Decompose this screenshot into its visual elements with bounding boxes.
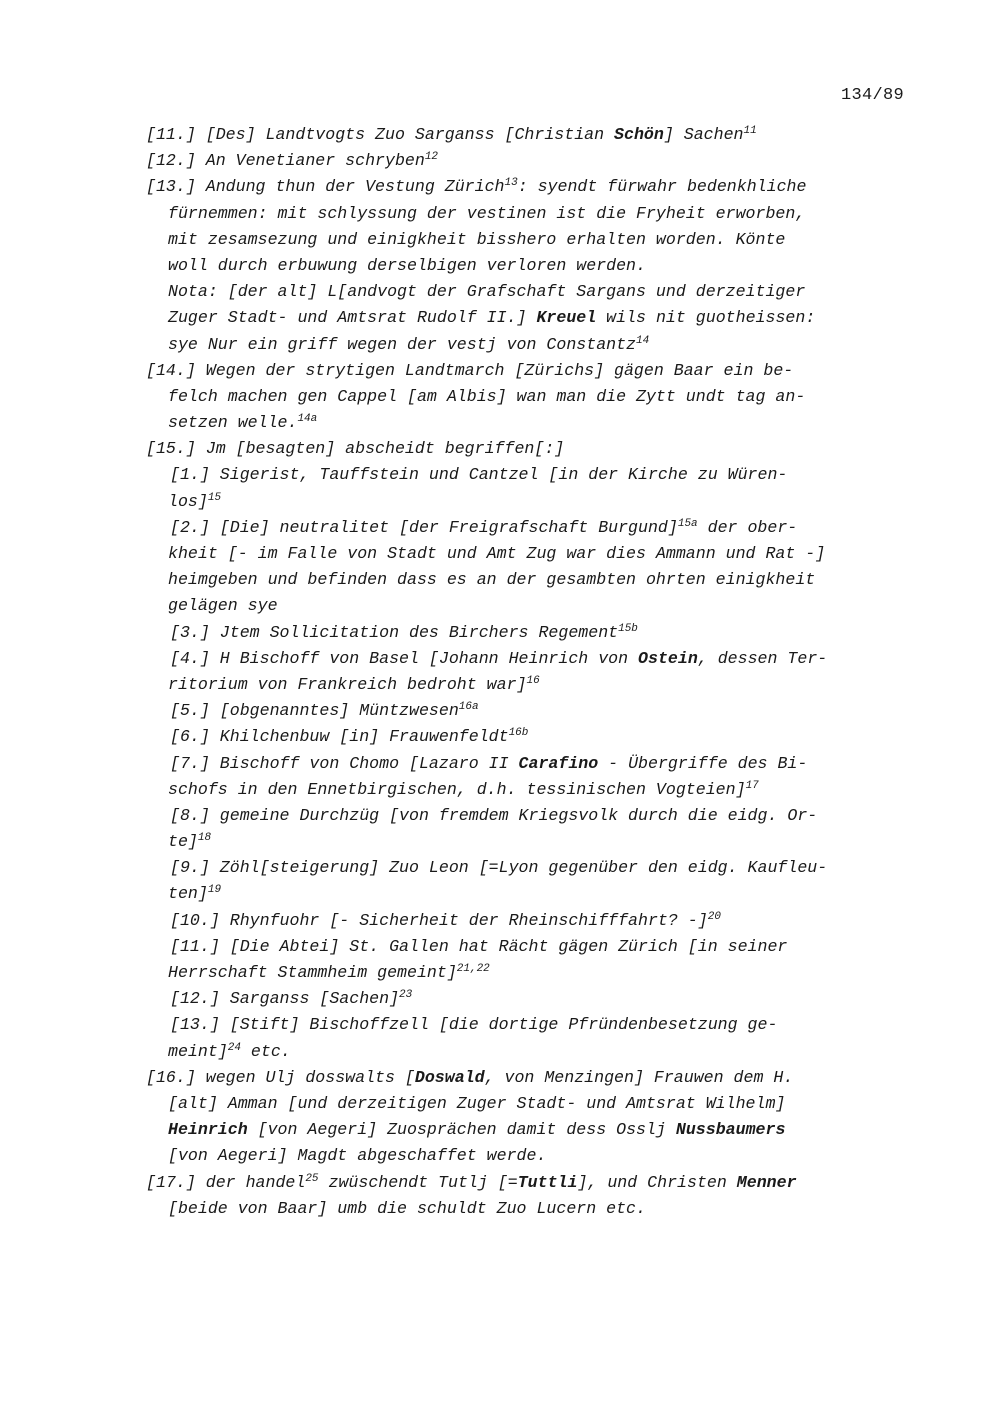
text-run: felch machen gen Cappel [am Albis] wan man die Zytt undt tag an- <box>168 386 806 406</box>
text-run: , von Menzingen] Frauwen dem H. <box>484 1067 794 1087</box>
footnote-ref: 11 <box>743 124 757 137</box>
text-run: [2.] [Die] neutralitet [der Freigrafschaft Burgund] <box>170 517 678 537</box>
footnote-ref: 15b <box>618 622 638 635</box>
text-line <box>146 1091 916 1117</box>
text-line <box>146 358 916 384</box>
text-run: [11.] [Des] Landtvogts Zuo Sarganss [Christian <box>146 125 615 144</box>
bold-name: Ostein <box>638 648 698 668</box>
text-line <box>146 253 916 279</box>
text-run: - Übergriffe des Bi- <box>598 753 808 773</box>
text-line <box>146 960 916 986</box>
text-run: sye Nur ein griff wegen der vestj von Constantz <box>168 334 637 354</box>
footnote-ref: 15a <box>677 517 698 530</box>
text-line <box>146 593 916 619</box>
text-line <box>146 384 916 410</box>
text-line <box>146 489 916 515</box>
text-run: , dessen Ter- <box>697 648 828 668</box>
footnote-ref: 16a <box>458 701 479 714</box>
text-line <box>146 1012 916 1038</box>
footnote-ref: 15 <box>207 491 222 504</box>
text-run: Nota: [der alt] L[andvogt der Grafschaft Sargans und derzeitiger <box>168 282 806 302</box>
text-run: [12.] An Venetianer schryben <box>146 151 425 171</box>
text-line <box>146 462 916 488</box>
text-run: [10.] Rhynfuohr [- Sicherheit der Rheinschifffahrt? -] <box>170 910 708 930</box>
text-run: wils nit guotheissen: <box>596 308 816 328</box>
text-line <box>146 174 916 200</box>
text-line <box>146 672 916 698</box>
text-run: zwüschendt Tutlj [= <box>318 1172 518 1192</box>
text-line <box>146 332 916 358</box>
footnote-ref: 14 <box>636 334 650 347</box>
text-line <box>146 1170 916 1196</box>
footnote-ref: 12 <box>424 151 439 164</box>
text-line <box>146 541 916 567</box>
text-run: [14.] Wegen der strytigen Landtmarch [Zürichs] gägen Baar ein be- <box>146 360 794 380</box>
text-run: mit zesamsezung und einigkheit bisshero erhalten worden. Könte <box>168 229 786 249</box>
text-line <box>146 646 916 672</box>
text-run: los] <box>168 491 208 511</box>
footnote-ref: 13 <box>504 177 518 190</box>
text-line <box>146 829 916 855</box>
text-run: [5.] [obgenanntes] Müntzwesen <box>170 701 459 721</box>
text-run: meint] <box>168 1041 228 1061</box>
bold-name: Carafino <box>518 753 599 773</box>
bold-name: Doswald <box>414 1067 485 1087</box>
text-line <box>146 803 916 829</box>
text-run: [3.] Jtem Sollicitation des Birchers Regement <box>170 622 619 642</box>
text-run: Herrschaft Stammheim gemeint] <box>168 963 457 982</box>
text-run: [beide von Baar] umb die schuldt Zuo Lucern etc. <box>168 1198 646 1218</box>
text-run: kheit [- im Falle von Stadt und Amt Zug war dies Ammann und Rat -] <box>168 544 826 563</box>
text-run: woll durch erbuwung derselbigen verloren werden. <box>168 255 646 275</box>
page-number: 134/89 <box>840 86 904 105</box>
text-line <box>146 227 916 253</box>
footnote-ref: 21,22 <box>456 962 490 975</box>
bold-name: Heinrich <box>168 1120 248 1140</box>
text-run: [9.] Zöhl[steigerung] Zuo Leon [=Lyon gegenüber den eidg. Kaufleu- <box>170 858 828 878</box>
text-line <box>146 1143 916 1169</box>
text-run: ten] <box>168 884 208 904</box>
text-line <box>146 410 916 436</box>
text-line <box>146 908 916 934</box>
text-line <box>146 986 916 1012</box>
text-run: [13.] Andung thun der Vestung Zürich <box>146 177 505 197</box>
footnote-ref: 16 <box>526 674 540 687</box>
text-run: schofs in den Ennetbirgischen, d.h. tessinischen Vogteien] <box>168 779 746 799</box>
text-run: [8.] gemeine Durchzüg [von fremdem Kriegsvolk durch die eidg. Or- <box>170 805 818 825</box>
text-run: [13.] [Stift] Bischoffzell [die dortige Pfründenbesetzung ge- <box>170 1015 778 1035</box>
footnote-ref: 23 <box>399 989 413 1002</box>
text-line <box>146 724 916 750</box>
text-run: [1.] Sigerist, Tauffstein und Cantzel [in der Kirche zu Würen- <box>170 465 788 485</box>
text-line <box>146 855 916 881</box>
text-line <box>146 1117 916 1143</box>
footnote-ref: 18 <box>197 832 212 845</box>
text-run: [15.] Jm [besagten] abscheidt begriffen[:] <box>146 439 565 459</box>
footnote-ref: 19 <box>207 884 222 897</box>
footnote-ref: 17 <box>745 779 759 792</box>
text-line <box>146 148 916 174</box>
text-line <box>146 1039 916 1065</box>
text-run: fürnemmen: mit schlyssung der vestinen ist die Fryheit erworben, <box>168 203 806 223</box>
text-run: ritorium von Frankreich bedroht war] <box>168 674 527 694</box>
text-run: [11.] [Die Abtei] St. Gallen hat Rächt gägen Zürich [in seiner <box>170 936 788 956</box>
text-line <box>146 698 916 724</box>
footnote-ref: 16b <box>508 727 529 740</box>
text-run: gelägen sye <box>168 596 278 616</box>
text-line <box>146 201 916 227</box>
text-run: te] <box>168 832 198 852</box>
document-body <box>146 122 916 1222</box>
text-run: etc. <box>240 1041 291 1061</box>
text-line <box>146 436 916 462</box>
bold-name: Schön <box>614 125 664 144</box>
text-line <box>146 934 916 960</box>
text-run: ] Sachen <box>663 125 744 144</box>
text-run: [alt] Amman [und derzeitigen Zuger Stadt- und Amtsrat Wilhelm] <box>168 1093 786 1113</box>
text-run: setzen welle. <box>168 413 298 433</box>
text-line <box>146 751 916 777</box>
footnote-ref: 20 <box>707 910 721 923</box>
bold-name: Menner <box>736 1172 797 1192</box>
text-line <box>146 122 916 148</box>
text-line <box>146 881 916 907</box>
text-run: [von Aegeri] Zuosprächen damit dess Osslj <box>247 1120 676 1140</box>
text-run: [6.] Khilchenbuw [in] Frauwenfeldt <box>170 727 509 747</box>
text-line <box>146 1065 916 1091</box>
bold-name: Kreuel <box>536 308 597 328</box>
text-run: : syendt fürwahr bedenkhliche <box>517 177 807 197</box>
text-line <box>146 1196 916 1222</box>
text-line <box>146 279 916 305</box>
footnote-ref: 14a <box>297 413 318 426</box>
text-run: [17.] der handel <box>146 1172 306 1192</box>
text-run: der ober- <box>697 517 798 537</box>
text-run: [von Aegeri] Magdt abgeschaffet werde. <box>168 1146 547 1166</box>
text-line <box>146 620 916 646</box>
footnote-ref: 25 <box>305 1172 319 1185</box>
text-run: [16.] wegen Ulj dosswalts [ <box>146 1067 415 1087</box>
footnote-ref: 24 <box>227 1041 241 1054</box>
text-line <box>146 515 916 541</box>
text-run: [4.] H Bischoff von Basel [Johann Heinrich von <box>170 648 639 668</box>
text-run: [7.] Bischoff von Chomo [Lazaro II <box>170 753 519 773</box>
text-line <box>146 305 916 331</box>
text-line <box>146 567 916 593</box>
text-run: heimgeben und befinden dass es an der gesambten ohrten einigkheit <box>168 570 816 590</box>
text-run: [12.] Sarganss [Sachen] <box>170 989 400 1009</box>
text-line <box>146 777 916 803</box>
bold-name: Tuttli <box>517 1172 578 1192</box>
text-run: ], und Christen <box>577 1172 737 1192</box>
bold-name: Nussbaumers <box>675 1120 786 1140</box>
text-run: Zuger Stadt- und Amtsrat Rudolf II.] <box>168 308 537 328</box>
